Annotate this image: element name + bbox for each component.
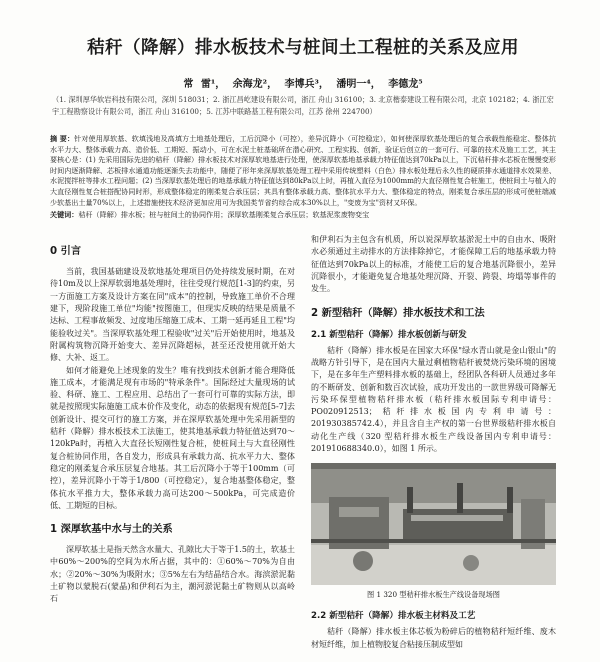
right-column: [311, 234, 556, 651]
production-line-photo-illustration: [311, 463, 556, 585]
section-0-paragraph-1: 当前，我国基础建设及软地基处理项目仍处持续发展时期，在对待10m及以上深厚软弱地基处理时，往往受现行规范[1-3]的约束，另一方面施工方案及设计方案在同"成本"的控制，导致施工单价不合理建下，现阶段施工单位"均能"按图施工，但现实反映的结果是质量不达标、工程事故频发、过度地压缩施工成本、工期一延再延且工程"均能验收过关"。当深厚软基处理工程验收"过关"后开始使用时，地基及附属构筑物沉降开始变大、差异沉降超标，甚至还没使用就开始大修、大补、返工。: [50, 267, 295, 363]
abstract-text: 针对使用厚软基、软填浅地及高填方土地基处理后，工后沉降小（可控），差异沉降小（可控稳定），如何使深厚软基处理后的复合承载性能稳定、整体抗水平力大、整体承载力高、造价低、工期短、振动小，可在水泥土桩基础所在潜心研究、工程实践、创新，验证后创立的一套可行、可靠的技术及施工工艺，其主要核心是：(1) 先采用国际先进的秸秆（降解）排水板技术对深厚软地基进行处理，使深厚软基地基承载力特征值达到70kPa以上，下沉秸秆排水芯板在慢慢变形时间内逐渐降解、芯板排水通道功能逐渐失去功能中，随便了形年来深厚软基处理工程中采用传统塑料（白色）排水板处理后永久性的硬质排水通道排水效果差、水泥搅拌桩等排水工程问题；(2) 当深厚软基处理后的地基承载力特征值达到80kPa以上时，再植入直径为1000mm的大直径刚性复合桩施工，使桩间土与植入的大直径刚性复合桩搭配协同时形，形成整体稳定的刚柔复合承压层；其具有整体承载力高、整体抗水平力大、整体稳定的特点，刚柔复合承压层的形成可使桩端减少软基出土量70%以上，上述措施使技术经济更加应用可为我国类节省约综合成本30%以上，"变废为宝"资材又环保。: [50, 134, 556, 207]
body-columns: [50, 234, 556, 651]
figure-1-caption: 图 1 320 型秸秆排水板生产线设备现场图: [367, 590, 500, 600]
section-0-heading: 0 引言: [50, 246, 82, 258]
section-0-paragraph-2: 如何才能避免上述现象的发生？唯有找到技术创新才能合理降低施工成本，才能满足现有市场的"特承条件"。国际经过大量现场的试验、科研、施工、工程应用、总结出了一套可行可靠的实际方法，即就是按照现实际施施工成本价作及变化，动态的依据现有规范[5-7]去创新设计、提交可行的施工方案，并在深厚软基处理中先采用新型的秸秆（降解）排水板技术工法施工，使其地基承载力特征值达到70～120kPa时，再植入大直径长短刚性复合桩，使桩间土与大直径刚性复合桩协同作用，各自发力，形成具有承载力高、抗水平力大、整体稳定的刚柔复合承压层复合地基。其工后沉降小于等于100mm（可控），差异沉降小于等于1/800（可控稳定），复合地基整体稳定，整体抗水平推力大，整体承载力高可达200～500kPa，可完成造价低、工期短的目标。: [50, 365, 295, 510]
section-2-heading: 2 新型秸秆（降解）排水板技术和工法: [311, 307, 485, 319]
section-2-2-paragraph: 秸秆（降解）排水板主体芯板为粉碎后的植物秸秆短纤维、废木材短纤维，加上植物胶复合粘接压制成型如: [311, 627, 556, 649]
section-2-1-heading: 2.1 新型秸秆（降解）排水板创新与研发: [311, 329, 467, 340]
section-1-paragraph-1: 深厚软基土是指天然含水量大、孔隙比大于等于1.5的土，软基土中60%～200%的空间为水所占据，其中的：①60%～70%为自由水；②20%～30%为吸附水；③5%左右为结晶结合水。海滨淤泥黏土矿物以蒙脱石(蒙晶)和伊利石为主，潮河淤泥黏土矿物则从以高岭石: [50, 545, 295, 604]
section-2-1-paragraph: 秸秆（降解）排水板是在国家大环保"绿水青山就是金山银山"的战略方针引导下，是在国内大量过剩植物秸秆被焚烧污染环境的困境下，是在多年生产塑料排水板的基础上，经团队各科研人员通过多年的不断研发、创新和数百次试验，成功开发出的一款世界级可降解无污染环保型植物秸秆排水板（秸秆排水板国际专利申请号：PO020912513；秸秆排水板国内专利申请号：201930385742.4），并且含自主产权的第一台世界级秸秆排水板自动化生产线（320 型秸秆排水板生产线设备国内专利申请号：201910688340.0），如图 1 所示。: [311, 345, 556, 454]
paper-title: 秸秆（降解）排水板技术与桩间土工程桩的关系及应用: [87, 38, 519, 58]
figure-1-photo: [311, 463, 556, 585]
keywords-text: 秸秆（降解）排水板；桩与桩间土的协同作用；深厚软基刚柔复合承压层；软基泥浆废物变宝: [78, 210, 370, 220]
keywords-label: 关键词：: [50, 210, 79, 220]
section-1-heading: 1 深厚软基中水与土的关系: [50, 524, 173, 536]
paper-affiliations: （1. 深圳厚华软岩科技有限公司，深圳 518031；2. 浙江昌屹建设有限公司，浙江 舟山 316100；3. 北京楷泰建设工程有限公司，北京 102182；4. 浙江宏宇工程勘察设计有限公司，浙江 舟山 316100；5. 江苏中联路基工程有限公司，江苏 徐州 224700）: [52, 95, 554, 116]
abstract-label: 摘 要：: [50, 134, 75, 143]
left-column: [50, 234, 295, 651]
paper-authors: 常 雷¹， 余海龙²， 李博兵³， 潘明一⁴， 李德龙⁵: [183, 79, 423, 90]
right-column-top-paragraph: 和伊利石为主包含有机质，所以说深厚软基淤泥土中的自由水、吸附水必须通过主动排水的方法排除掉它，才能保障工后的地基承载力特征值达到70kPa以上的标准，才能使工后的复合地基沉降很小，差异沉降很小，才能避免复合地基处理沉降、开裂、跨裂、垮塌等事件的发生。: [311, 235, 556, 294]
section-2-2-heading: 2.2 新型秸秆（降解）排水板主材料及工艺: [311, 611, 476, 622]
abstract-block: [50, 134, 556, 208]
keywords-block: [50, 209, 556, 220]
